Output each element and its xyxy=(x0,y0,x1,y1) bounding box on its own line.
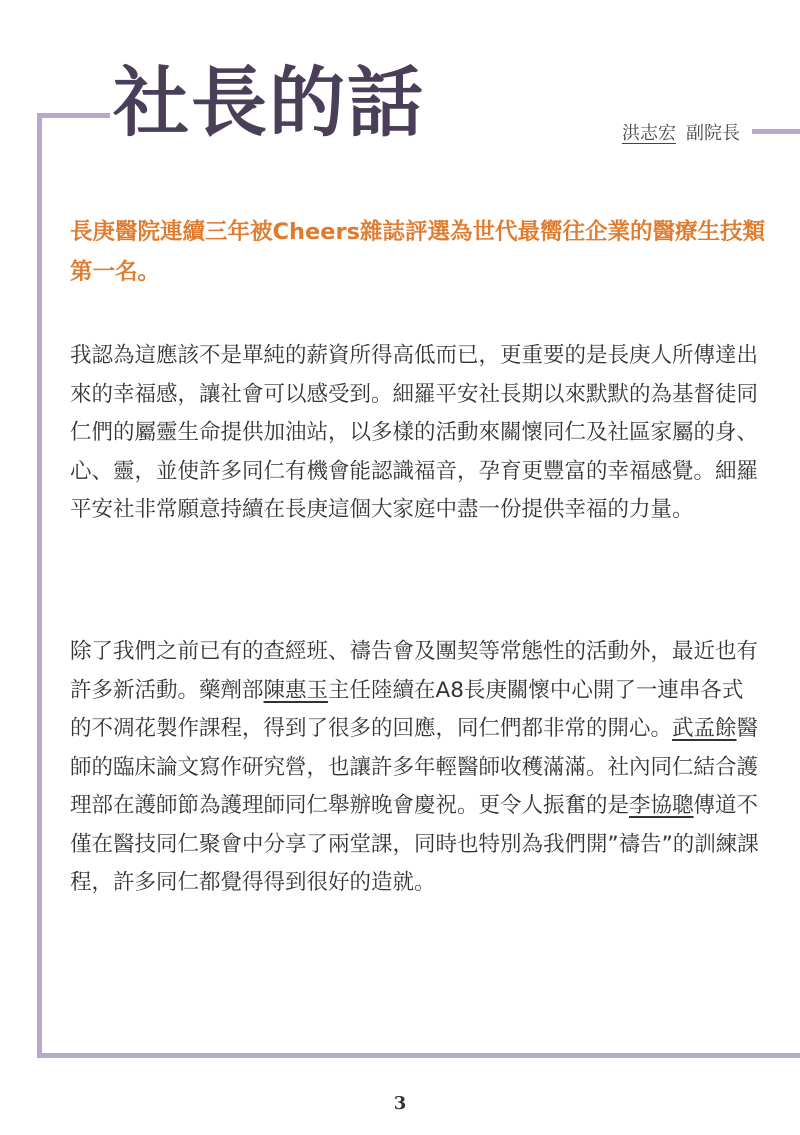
person-name: 李協聰 xyxy=(629,793,694,818)
paragraph-2-text: 主任陸續在A8長庚關懷中心開了一連串各式的不凋花製作課程，得到了很多的回應，同仁們都非常的開心。 xyxy=(70,677,744,741)
frame-left-line xyxy=(37,113,42,1058)
person-name: 陳惠玉 xyxy=(263,677,329,703)
frame-top-left-line xyxy=(37,113,110,118)
author-name: 洪志宏 xyxy=(622,123,676,144)
paragraph-2 xyxy=(70,633,760,903)
paragraph-2-text: 醫師的臨床論文寫作研究營，也讓許多年輕醫師收穫滿滿。社內同仁結合護理部在護師節為護理師同仁舉辦晚會慶祝。更令人振奮的是 xyxy=(70,716,759,818)
frame-top-right-line xyxy=(752,129,800,134)
paragraph-2-text: 傳道不僅在醫技同仁聚會中分享了兩堂課，同時也特別為我們開”禱告”的訓練課程，許多同仁都覺得得到很好的造就。 xyxy=(70,793,759,895)
page-title: 社長的話 xyxy=(113,58,425,147)
author-title: 副院長 xyxy=(686,123,740,144)
headline: 長庚醫院連續三年被Cheers雜誌評選為世代最嚮往企業的醫療生技類第一名。 xyxy=(70,219,766,285)
person-name: 武孟餘 xyxy=(672,716,737,741)
paragraph-1: 我認為這應該不是單純的薪資所得高低而已，更重要的是長庚人所傳達出來的幸福感，讓社會可以感受到。細羅平安社長期以來默默的為基督徒同仁們的屬靈生命提供加油站，以多樣的活動來關懷同仁及社區家屬的身、心、靈，並使許多同仁有機會能認識福音，孕育更豐富的幸福感覺。細羅平安社非常願意持續在長庚這個大家庭中盡一份提供幸福的力量。 xyxy=(70,343,759,522)
page-number: 3 xyxy=(393,1093,407,1114)
frame-bottom-line xyxy=(37,1053,800,1058)
author-byline xyxy=(622,119,740,145)
paragraph-2-text: 除了我們之前已有的查經班、禱告會及團契等常態性的活動外，最近也有許多新活動。藥劑部 xyxy=(70,639,759,703)
